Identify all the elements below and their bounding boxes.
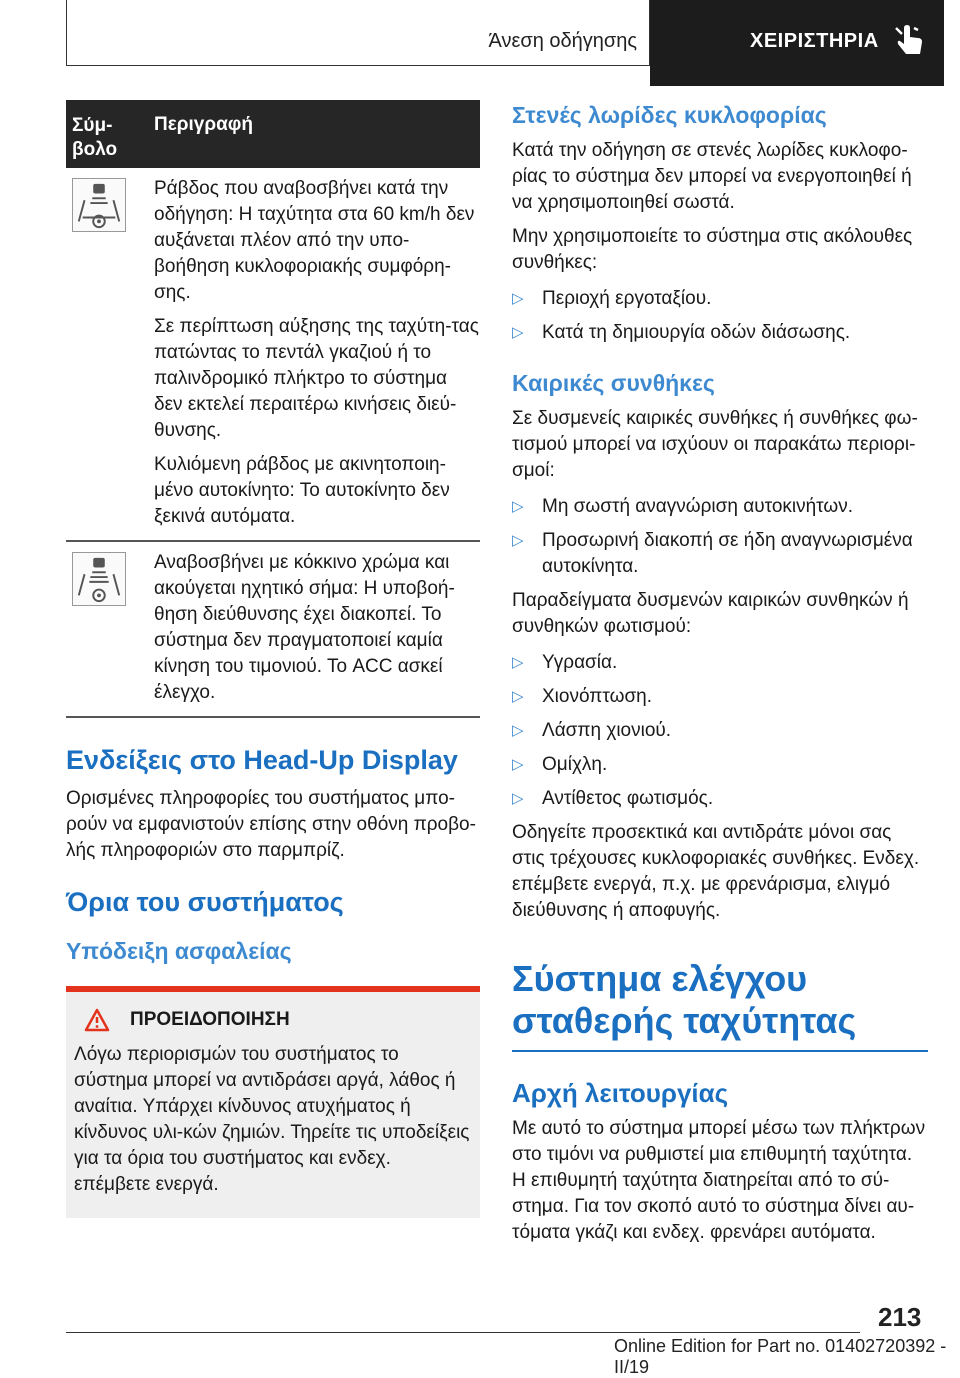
row-description [154, 542, 480, 716]
list-item: ▷ Μη σωστή αναγνώριση αυτοκινήτων. [512, 494, 928, 520]
list-item: ▷ Υγρασία. [512, 650, 928, 676]
principle-heading: Αρχή λειτουργίας [512, 1078, 729, 1108]
chapter-tab-label: ΧΕΙΡΙΣΤΗΡΙΑ [750, 30, 879, 52]
table-header [66, 100, 480, 168]
weather-text: Σε δυσμενείς καιρικές συνθήκες ή συνθήκες φω-τισμού μπορεί να ισχύουν οι παρακάτω περιορι-σμοί: [512, 408, 918, 481]
page-number: 213 [878, 1302, 922, 1332]
table-row [66, 168, 480, 542]
weather-limits-list [512, 494, 928, 580]
weather-examples-text: Παραδείγματα δυσμενών καιρικών συνθηκών ή συνθηκών φωτισμού: [512, 590, 909, 637]
warning-triangle-icon [84, 1008, 110, 1032]
chapter-tab[interactable] [650, 0, 944, 86]
symbol-column-header: Σύμ-βολο [72, 115, 118, 160]
steering-wheel-red-icon [72, 552, 126, 606]
narrow-lanes-heading: Στενές λωρίδες κυκλοφορίας [512, 102, 827, 128]
warning-box [66, 986, 480, 1218]
limits-heading: Όρια του συστήματος [66, 887, 344, 917]
narrow-lanes-text: Κατά την οδήγηση σε στενές λωρίδες κυκλοφο-ρίας το σύστημα δεν μπορεί να ενεργοποιηθεί ή να χρησιμοποιηθεί σωστά. [512, 140, 912, 213]
list-item: ▷ Αντίθετος φωτισμός. [512, 786, 928, 812]
list-item: ▷ Χιονόπτωση. [512, 684, 928, 710]
list-item: ▷ Ομίχλη. [512, 752, 928, 778]
weather-heading: Καιρικές συνθήκες [512, 370, 715, 396]
list-item: ▷ Λάσπη χιονιού. [512, 718, 928, 744]
description-column-header: Περιγραφή [154, 114, 253, 135]
steering-wheel-bar-icon [72, 178, 126, 232]
header-frame [66, 0, 650, 66]
description-paragraph: Αναβοσβήνει με κόκκινο χρώμα και ακούγεται ηχητικό σήμα: Η υποβοή-θηση διεύθυνσης έχει διακοπεί. Το σύστημα δεν πραγματοποιεί καμία κίνηση του τιμονιού. Το ACC ασκεί έλεγχο. [154, 552, 455, 703]
list-item: ▷ Περιοχή εργοταξίου. [512, 286, 928, 312]
weather-advice-text: Οδηγείτε προσεκτικά και αντιδράτε μόνοι σας στις τρέχουσες κυκλοφοριακές συνθήκες. Ενδεχ. επέμβετε ενεργά, π.χ. με φρενάρισμα, ελιγμό διεύθυνσης ή αποφυγής. [512, 822, 920, 921]
footer-divider [66, 1332, 860, 1333]
warning-title [74, 1008, 472, 1032]
hud-heading: Ενδείξεις στο Head-Up Display [66, 745, 458, 775]
list-item: ▷ Κατά τη δημιουργία οδών διάσωσης. [512, 320, 928, 346]
description-paragraph: Κυλιόμενη ράβδος με ακινητοποιη-μένο αυτοκίνητο: Το αυτοκίνητο δεν ξεκινά αυτόματα. [154, 454, 450, 527]
narrow-lanes-conditions: Μην χρησιμοποιείτε το σύστημα στις ακόλουθες συνθήκες: [512, 226, 913, 273]
principle-text: Με αυτό το σύστημα μπορεί μέσω των πλήκτρων στο τιμόνι να ρυθμιστεί μια επιθυμητή ταχύτητα. Η επιθυμητή ταχύτητα διατηρείται από το σύ-στημα. Για τον σκοπό αυτό το σύστημα δίνει αυ-τόματα γκάζι και ενδεχ. φρενάρει αυτόματα. [512, 1118, 926, 1243]
section-title: Άνεση οδήγησης [488, 30, 637, 52]
cruise-control-heading: Σύστημα ελέγχου σταθερής ταχύτητας [512, 958, 928, 1052]
description-paragraph: Σε περίπτωση αύξησης της ταχύτη-τας πατώντας το πεντάλ γκαζιού ή το παλινδρομικό πλήκτρο το σύστημα δεν εκτελεί περαιτέρω κινήσεις διεύ-θυνσης. [154, 316, 479, 441]
right-column [512, 100, 928, 1246]
touch-hand-icon [892, 24, 928, 58]
warning-title-text: ΠΡΟΕΙΔΟΠΟΙΗΣΗ [130, 1009, 290, 1030]
list-item: ▷ Προσωρινή διακοπή σε ήδη αναγνωρισμένα αυτοκίνητα. [512, 528, 928, 580]
hud-text: Ορισμένες πληροφορίες του συστήματος μπο-ρούν να εμφανιστούν επίσης στην οθόνη προβο-λής πληροφοριών στο παρμπρίζ. [66, 788, 476, 861]
table-row [66, 542, 480, 718]
narrow-lanes-list [512, 286, 928, 346]
warning-text: Λόγω περιορισμών του συστήματος το σύστημα μπορεί να αντιδράσει αργά, λάθος ή αναίτια. Υπάρχει κίνδυνος ατυχήματος ή κίνδυνος υλι-κών ζημιών. Τηρείτε τις υποδείξεις για τα όρια του συστήματος και ενδεχ. επέμβετε ενεργά. [74, 1044, 470, 1195]
row-description [154, 168, 480, 540]
left-column [66, 100, 480, 1218]
description-paragraph: Ράβδος που αναβοσβήνει κατά την οδήγηση: Η ταχύτητα στα 60 km/h δεν αυξάνεται πλέον από την υπο-βοήθηση κυκλοφοριακής συμφόρη-σης. [154, 178, 475, 303]
weather-examples-list [512, 650, 928, 812]
edition-text: Online Edition for Part no. 01402720392 - II/19 [614, 1336, 947, 1377]
safety-note-heading: Υπόδειξη ασφαλείας [66, 938, 292, 964]
